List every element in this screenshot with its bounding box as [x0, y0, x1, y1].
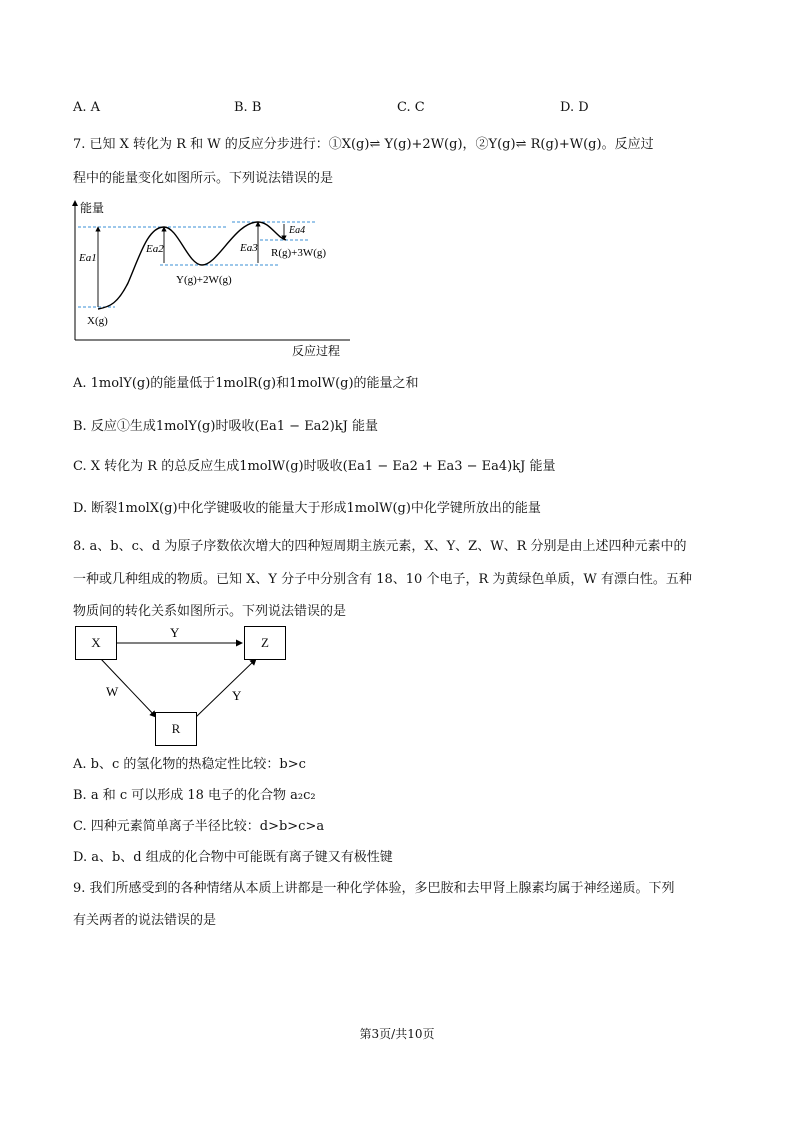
q7-option-a: A. 1molY(g)的能量低于1molR(g)和1molW(g)的能量之和 [73, 376, 419, 391]
ea2-label: Ea2 [146, 243, 164, 255]
q9-stem-line1: 9. 我们所感受到的各种情绪从本质上讲都是一种化学体验，多巴胺和去甲肾上腺素均属于神经递质。下列 [73, 881, 675, 896]
q7-option-b: B. 反应①生成1molY(g)时吸收(Ea1 − Ea2)kJ 能量 [73, 419, 378, 434]
box-x: X [75, 626, 117, 660]
energy-diagram [60, 195, 360, 360]
q8-option-c: C. 四种元素简单离子半径比较：d>b>c>a [73, 819, 325, 834]
ea3-label: Ea3 [240, 242, 258, 254]
q7-option-d: D. 断裂1molX(g)中化学键吸收的能量大于形成1molW(g)中化学键所放出的能量 [73, 501, 541, 516]
box-r: R [155, 712, 197, 746]
q7-option-c: C. X 转化为 R 的总反应生成1molW(g)时吸收(Ea1 − Ea2 + Ea3 − Ea4)kJ 能量 [73, 459, 556, 474]
q8-stem-line2: 一种或几种组成的物质。已知 X、Y 分子中分别含有 18、10 个电子，R 为黄绿色单质，W 有漂白性。五种 [73, 572, 692, 587]
q8-stem-line3: 物质间的转化关系如图所示。下列说法错误的是 [73, 604, 347, 619]
q8-option-d: D. a、b、d 组成的化合物中可能既有离子键又有极性键 [73, 850, 393, 865]
q9-stem-line2: 有关两者的说法错误的是 [73, 913, 217, 928]
ea4-label: Ea4 [289, 225, 306, 236]
arrow-label-right: Y [232, 688, 242, 703]
ea1-label: Ea1 [79, 252, 97, 264]
q6-option-b: B. B [234, 100, 262, 115]
arrow-label-left: W [106, 684, 119, 699]
q6-option-a: A. A [73, 100, 101, 115]
q7-stem-line2: 程中的能量变化如图所示。下列说法错误的是 [73, 171, 334, 186]
x-label: X(g) [87, 315, 108, 327]
page-footer: 第3页/共10页 [359, 1027, 435, 1041]
q8-option-a: A. b、c 的氢化物的热稳定性比较：b>c [73, 757, 306, 772]
x-axis-label: 反应过程 [292, 344, 341, 358]
q6-option-c: C. C [397, 100, 425, 115]
y2w-label: Y(g)+2W(g) [176, 274, 232, 286]
q8-option-b: B. a 和 c 可以形成 18 电子的化合物 a₂c₂ [73, 788, 316, 803]
arrow-label-top: Y [170, 625, 180, 640]
y-axis-label: 能量 [80, 201, 105, 215]
q7-stem-line1: 7. 已知 X 转化为 R 和 W 的反应分步进行：①X(g)⇌ Y(g)+2W(g)，②Y(g)⇌ R(g)+W(g)。反应过 [73, 137, 654, 152]
q6-option-d: D. D [560, 100, 589, 115]
q8-stem-line1: 8. a、b、c、d 为原子序数依次增大的四种短周期主族元素，X、Y、Z、W、R 分别是由上述四种元素中的 [73, 539, 687, 554]
r3w-label: R(g)+3W(g) [271, 247, 327, 259]
box-z: Z [244, 626, 286, 660]
